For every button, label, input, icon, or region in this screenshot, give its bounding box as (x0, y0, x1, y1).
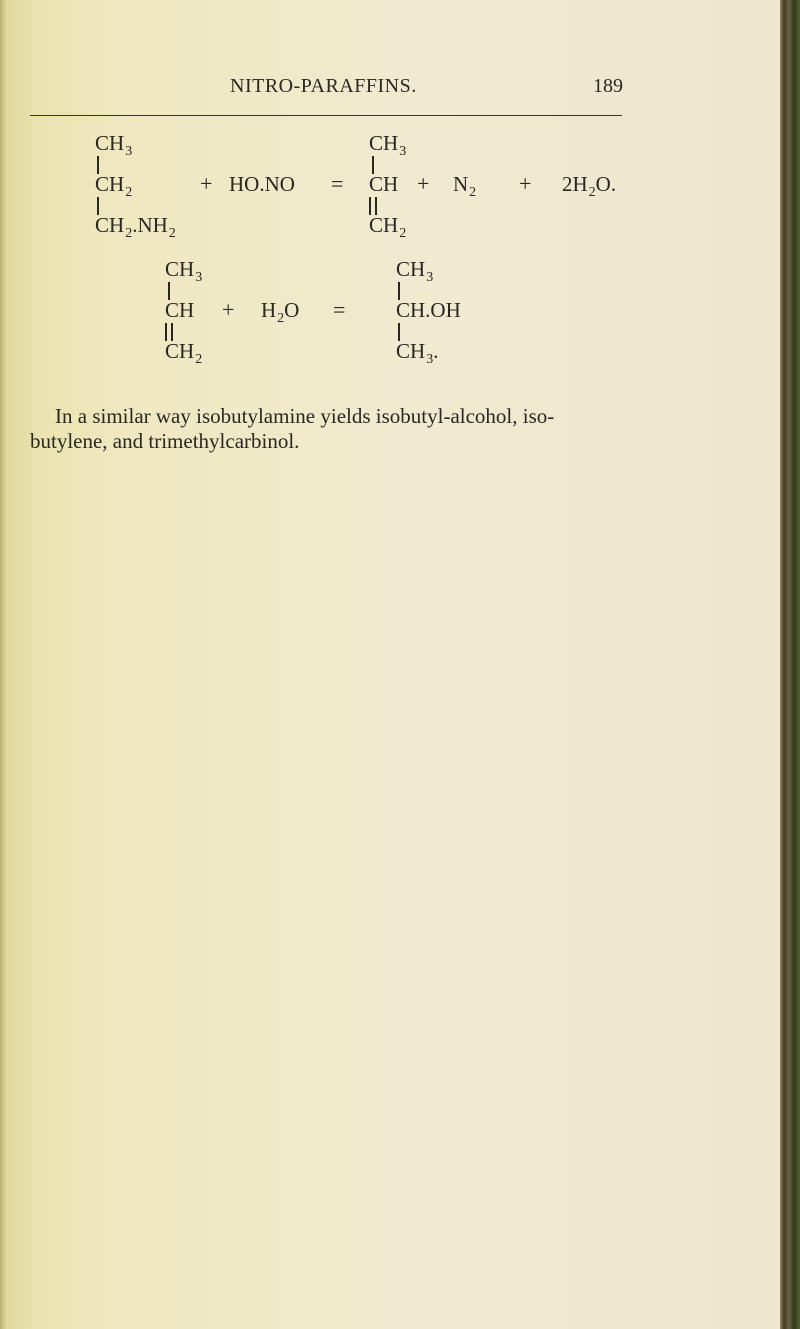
eq1-water: $2H_2O$. (562, 172, 617, 200)
eq1-equals: = (331, 171, 344, 196)
eq1-left-ch2nh2: $CH_2.NH_2$ (95, 213, 176, 241)
body-paragraph (30, 404, 630, 454)
paragraph-line-1: In a similar way isobutylamine yields isobutyl-alcohol, iso- (55, 404, 555, 428)
header-rule (30, 115, 622, 116)
eq2-left-ch2: $CH_2$ (165, 339, 203, 367)
page-edge-shadow (0, 0, 6, 1329)
eq2-prod-ch3: $CH_3$ (396, 257, 434, 285)
eq1-left-ch2: $CH_2$ (95, 172, 133, 200)
eq1-prod-ch2: $CH_2$ (369, 213, 407, 241)
book-spine-edge (780, 0, 800, 1329)
eq2-water: $H_2O$ (261, 298, 300, 326)
page-number: 189 (593, 75, 623, 97)
paragraph-line-2: butylene, and trimethylcarbinol. (30, 429, 300, 453)
eq2-left-ch: CH (165, 298, 195, 322)
eq1-plus-2: + (417, 171, 430, 196)
eq1-reagent: HO.NO (229, 172, 295, 196)
eq2-left-ch3: $CH_3$ (165, 257, 203, 285)
eq2-prod-choh: CH.OH (396, 298, 461, 322)
eq1-plus-1: + (200, 171, 213, 196)
eq1-left-ch3: $CH_3$ (95, 131, 133, 159)
running-head: NITRO-PARAFFINS. (230, 75, 417, 97)
eq2-plus: + (222, 297, 235, 322)
eq2-prod-ch3-bottom: $CH_3$. (396, 339, 439, 367)
eq1-plus-3: + (519, 171, 532, 196)
eq1-prod-ch: CH (369, 172, 399, 196)
eq1-nitrogen: $N_2$ (453, 172, 477, 200)
eq2-equals: = (333, 297, 346, 322)
eq1-prod-ch3: $CH_3$ (369, 131, 407, 159)
